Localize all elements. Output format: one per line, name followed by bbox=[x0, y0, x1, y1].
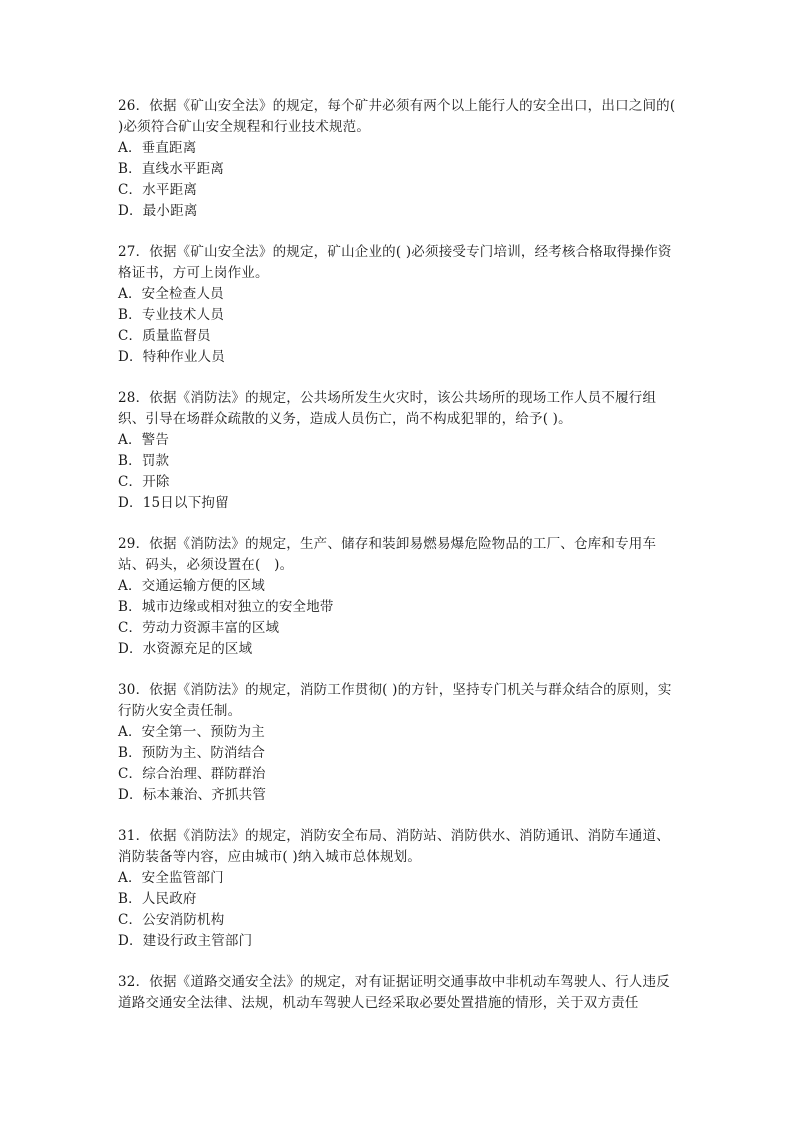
question-31 bbox=[118, 826, 678, 952]
question-text: 29．依据《消防法》的规定，生产、储存和装卸易燃易爆危险物品的工厂、仓库和专用车站、码头，必须设置在( )。 bbox=[118, 536, 657, 573]
option-d: D．15日以下拘留 bbox=[118, 495, 229, 511]
question-29 bbox=[118, 534, 678, 660]
question-text: 31．依据《消防法》的规定，消防安全布局、消防站、消防供水、消防通讯、消防车通道、消防装备等内容，应由城市( )纳入城市总体规划。 bbox=[118, 828, 670, 865]
option-a: A．安全第一、预防为主 bbox=[118, 724, 265, 740]
option-c: C．开除 bbox=[118, 474, 170, 490]
option-d: D．最小距离 bbox=[118, 203, 198, 219]
question-32 bbox=[118, 972, 678, 1014]
option-a: A．警告 bbox=[118, 432, 170, 448]
option-d: D．标本兼治、齐抓共管 bbox=[118, 787, 267, 803]
document-page bbox=[118, 96, 678, 1034]
question-text: 32．依据《道路交通安全法》的规定，对有证据证明交通事故中非机动车驾驶人、行人违反道路交通安全法律、法规，机动车驾驶人已经采取必要处置措施的情形，关于双方责任 bbox=[118, 974, 670, 1011]
option-d: D．建设行政主管部门 bbox=[118, 933, 253, 949]
option-b: B．人民政府 bbox=[118, 891, 197, 907]
question-28 bbox=[118, 388, 678, 514]
option-c: C．公安消防机构 bbox=[118, 912, 225, 928]
option-b: B．城市边缘或相对独立的安全地带 bbox=[118, 599, 334, 615]
option-a: A．安全检查人员 bbox=[118, 286, 224, 302]
option-d: D．水资源充足的区域 bbox=[118, 641, 253, 657]
option-c: C．劳动力资源丰富的区域 bbox=[118, 620, 280, 636]
option-b: B．直线水平距离 bbox=[118, 161, 225, 177]
question-text: 27．依据《矿山安全法》的规定，矿山企业的( )必须接受专门培训，经考核合格取得操作资格证书，方可上岗作业。 bbox=[118, 244, 672, 281]
option-a: A．安全监管部门 bbox=[118, 870, 224, 886]
option-c: C．水平距离 bbox=[118, 182, 198, 198]
option-b: B．预防为主、防消结合 bbox=[118, 745, 266, 761]
question-text: 28．依据《消防法》的规定，公共场所发生火灾时，该公共场所的现场工作人员不履行组织、引导在场群众疏散的义务，造成人员伤亡，尚不构成犯罪的，给予( )。 bbox=[118, 390, 657, 427]
option-c: C．综合治理、群防群治 bbox=[118, 766, 266, 782]
option-b: B．罚款 bbox=[118, 453, 170, 469]
option-b: B．专业技术人员 bbox=[118, 307, 225, 323]
question-text: 30．依据《消防法》的规定，消防工作贯彻( )的方针，坚持专门机关与群众结合的原则，实行防火安全责任制。 bbox=[118, 682, 672, 719]
question-text: 26．依据《矿山安全法》的规定，每个矿井必须有两个以上能行人的安全出口，出口之间的( )必须符合矿山安全规程和行业技术规范。 bbox=[118, 98, 676, 135]
option-c: C．质量监督员 bbox=[118, 328, 211, 344]
question-30 bbox=[118, 680, 678, 806]
option-a: A．交通运输方便的区域 bbox=[118, 578, 265, 594]
question-26 bbox=[118, 96, 678, 222]
option-d: D．特种作业人员 bbox=[118, 349, 225, 365]
question-27 bbox=[118, 242, 678, 368]
option-a: A．垂直距离 bbox=[118, 140, 197, 156]
